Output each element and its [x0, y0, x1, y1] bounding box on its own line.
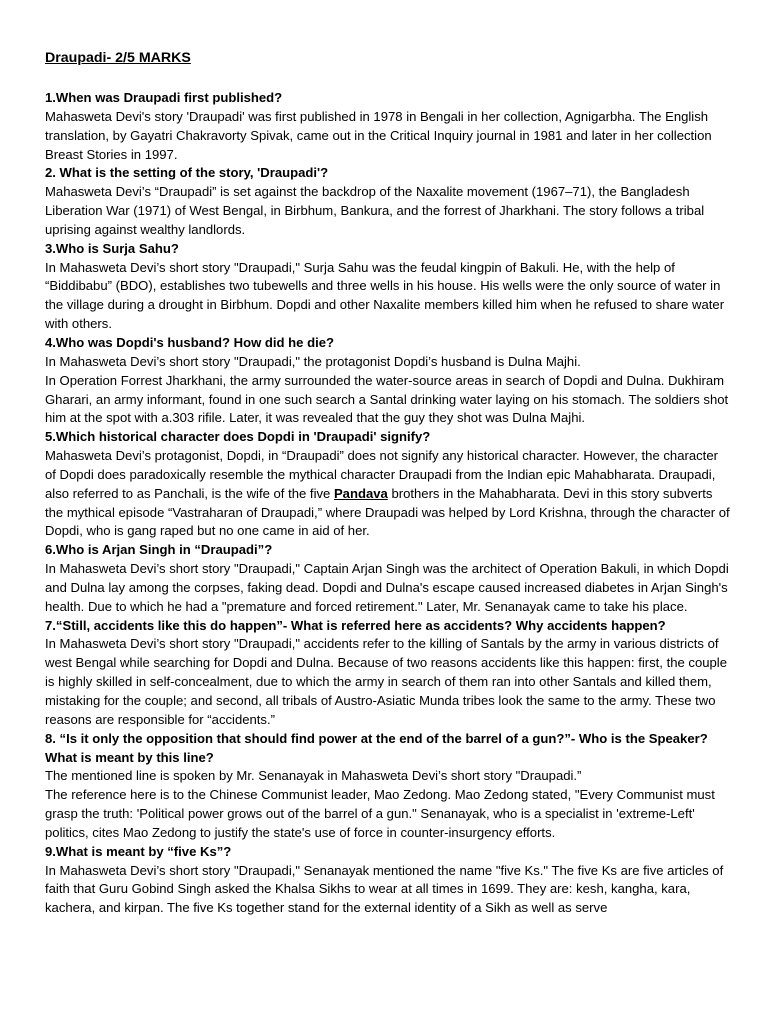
question: 7.“Still, accidents like this do happen”- What is referred here as accidents? Why accidents happen? — [45, 617, 666, 633]
question: 6.Who is Arjan Singh in “Draupadi”? — [45, 542, 273, 558]
answer: In Mahasweta Devi’s short story "Draupadi," Senanayak mentioned the name "five Ks." The five Ks are five articles of faith that Guru Gobind Singh asked the Khalsa Sikhs to wear at all times in 1699. They are: kesh, kangha, kara, kachera, and kirpan. The five Ks together stand for the external identity of a Sikh as well as serve — [45, 862, 724, 916]
qa-item — [45, 843, 732, 918]
qa-item — [45, 240, 732, 334]
underlined-term: Pandava — [333, 485, 388, 501]
qa-item — [45, 730, 732, 843]
answer: Mahasweta Devi’s “Draupadi” is set against the backdrop of the Naxalite movement (1967–71), the Bangladesh Liberation War (1971) of West Bengal, in Birbhum, Bankura, and the forrest of Jharkhani. The story follows a tribal uprising against wealthy landlords. — [45, 184, 705, 237]
answer: In Mahasweta Devi’s short story "Draupadi," Captain Arjan Singh was the architect of Operation Bakuli, in which Dopdi and Dulna lay among the corpses, faking dead. Dopdi and Dulna's escape caused increased diabetes in Arjan Singh's health. Due to which he had a "premature and forced retirement." Later, Mr. Senanayak came to take his place. — [45, 561, 729, 614]
answer: In Operation Forrest Jharkhani, the army surrounded the water-source areas in search of Dopdi and Dulna. Dukhiram Gharari, an army informant, found in one such search a Santal drinking water laying on his stomach. The soldiers shot him at the spot with a.303 rifile. Later, it was revealed that the guy they shot was Dulna Majhi. — [45, 372, 729, 426]
answer-with-underline: Mahasweta Devi’s protagonist, Dopdi, in “Draupadi” does not signify any historical character. However, the character of Dopdi does paradoxically resemble the mythical character Draupadi from the Indian epic Mahabharata. Draupadi, also referred to as Panchali, is the wife of the five Pandava brothers in the Mahabharata. Devi in this story subverts the mythical episode “Vastraharan of Draupadi,” where Draupadi was helped by Lord Krishna, through the character of Dopdi, who is gang raped but no one came in aid of her. — [45, 448, 730, 539]
qa-item — [45, 334, 732, 428]
qa-item — [45, 541, 732, 616]
question: 2. What is the setting of the story, 'Draupadi'? — [45, 165, 329, 181]
question: 9.What is meant by “five Ks”? — [45, 843, 232, 859]
question: 8. “Is it only the opposition that should find power at the end of the barrel of a gun?”- Who is the Speaker? What is meant by this line? — [45, 730, 708, 765]
qa-item — [45, 617, 732, 730]
answer: In Mahasweta Devi’s short story "Draupadi," accidents refer to the killing of Santals by the army in various districts of west Bengal while searching for Dopdi and Dulna. Because of two reasons accidents like this happen: first, the couple is highly skilled in self-concealment, due to which the army in search of them ran into other Santals and killed them, mistaking for the couple; and second, all tribals of Austro-Asiatic Munda tribes look the same to the army. These two reasons are responsible for “accidents.” — [45, 636, 727, 727]
qa-item — [45, 428, 732, 541]
question: 5.Which historical character does Dopdi in 'Draupadi' signify? — [45, 429, 431, 445]
answer: Mahasweta Devi's story 'Draupadi' was first published in 1978 in Bengali in her collection, Agnigarbha. The English translation, by Gayatri Chakravorty Spivak, came out in the Critical Inquiry journal in 1981 and later in her collection Breast Stories in 1997. — [45, 108, 712, 162]
answer: In Mahasweta Devi’s short story "Draupadi," the protagonist Dopdi’s husband is Dulna Majhi. — [45, 353, 581, 369]
question: 1.When was Draupadi first published? — [45, 90, 283, 105]
qa-item — [45, 89, 732, 164]
qa-item — [45, 164, 732, 239]
question: 4.Who was Dopdi's husband? How did he die? — [45, 334, 334, 350]
answer: The reference here is to the Chinese Communist leader, Mao Zedong. Mao Zedong stated, "Every Communist must grasp the truth: 'Political power grows out of the barrel of a gun." Senanayak, who is a specialist in 'extreme-Left' politics, cites Mao Zedong to justify the state's use of force in counter-insurgency efforts. — [45, 787, 715, 840]
answer: The mentioned line is spoken by Mr. Senanayak in Mahasweta Devi’s short story "Draupadi.” — [45, 768, 582, 784]
document-title: Draupadi- 2/5 MARKS — [45, 50, 191, 66]
question: 3.Who is Surja Sahu? — [45, 240, 179, 256]
answer: In Mahasweta Devi’s short story "Draupadi," Surja Sahu was the feudal kingpin of Bakuli. He, with the help of “Biddibabu” (BDO), establishes two tubewells and three wells in his house. His wells were the only source of water in the village during a drought in Birbhum. Dopdi and other Naxalite members killed him when he refused to share water with others. — [45, 259, 725, 332]
